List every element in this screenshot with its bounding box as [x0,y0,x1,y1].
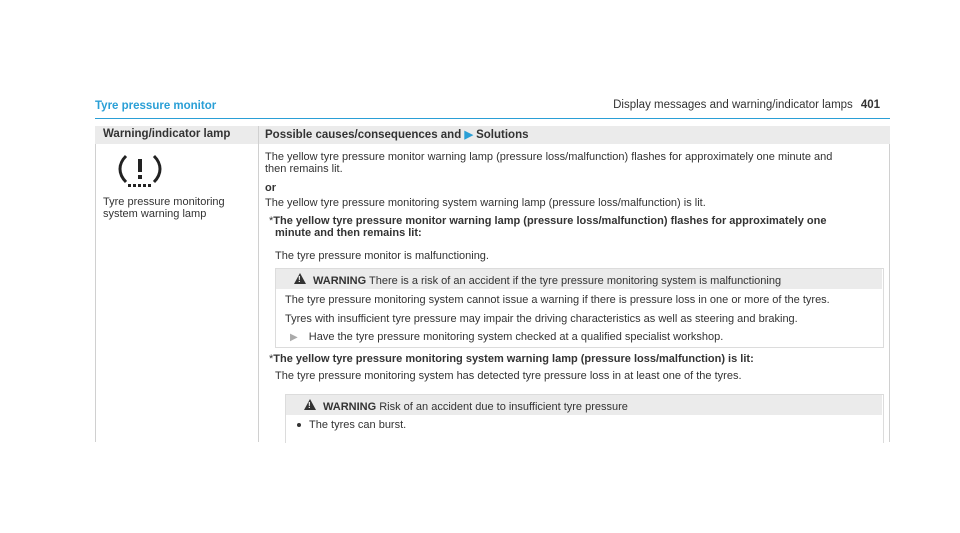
case1-heading-line2: minute and then remains lit: [275,227,422,239]
action-arrow-icon: ▶ [290,332,298,343]
warning-2-bullet1-text: The tyres can burst. [309,419,407,431]
warning-triangle-icon: ! [294,273,306,284]
case1-heading-line1: The yellow tyre pressure monitor warning lamp (pressure loss/malfunction) flashes for approximately one [273,215,827,227]
warning-triangle-icon: ! [304,399,316,410]
warning-1-action-text: Have the tyre pressure monitoring system checked at a qualified specialist workshop. [308,331,724,343]
warning-1-action [290,331,723,344]
col2-header-text: Possible causes/consequences and [265,129,462,141]
intro-line2: then remains lit. [265,163,343,175]
warning-1-p1: The tyre pressure monitoring system cannot issue a warning if there is pressure loss in one or more of the tyres. [285,294,830,306]
warning-2-label: WARNING [323,401,377,413]
warning-2-title: Risk of an accident due to insufficient tyre pressure [379,401,628,413]
tyre-pressure-warning-icon [116,150,164,190]
section-rule [95,118,890,119]
table-border-left [95,144,96,442]
intro-line3: The yellow tyre pressure monitoring system warning lamp (pressure loss/malfunction) is lit. [265,197,706,209]
section-title: Tyre pressure monitor [95,100,217,112]
bullet-dot [297,423,301,427]
warning-1-heading [313,275,781,287]
col1-header: Warning/indicator lamp [103,128,231,140]
intro-or: or [265,182,276,194]
table-border-right [889,144,890,442]
warning-1-title: There is a risk of an accident if the tyre pressure monitoring system is malfunctioning [369,275,782,287]
warning-1-p2: Tyres with insufficient tyre pressure may impair the driving characteristics as well as steering and braking. [285,313,798,325]
warning-2-bullet1 [297,419,406,431]
case1-text: The tyre pressure monitor is malfunctioning. [275,250,489,262]
case2-heading [269,353,754,365]
running-header-text: Display messages and warning/indicator lamps [613,99,853,111]
case2-text: The tyre pressure monitoring system has detected tyre pressure loss in at least one of the tyres. [275,370,742,382]
case1-marker: * [269,215,274,227]
intro-line1: The yellow tyre pressure monitor warning lamp (pressure loss/malfunction) flashes for approximately one minute and [265,151,833,163]
warning-2-heading [323,401,628,413]
col2-header [265,128,529,141]
solutions-arrow-icon: ▶ [464,129,473,141]
page-number: 401 [860,99,880,111]
warning-1-label: WARNING [313,275,367,287]
lamp-label-line1: Tyre pressure monitoring [103,196,225,208]
case2-heading-text: The yellow tyre pressure monitoring system warning lamp (pressure loss/malfunction) is lit: [273,353,754,365]
lamp-label-line2: system warning lamp [103,208,207,220]
case2-marker: * [269,353,274,365]
table-column-divider [258,126,259,442]
case1-heading [269,215,826,239]
running-header [613,99,880,111]
lamp-label [103,196,253,220]
col2-header-solutions: Solutions [476,129,529,141]
